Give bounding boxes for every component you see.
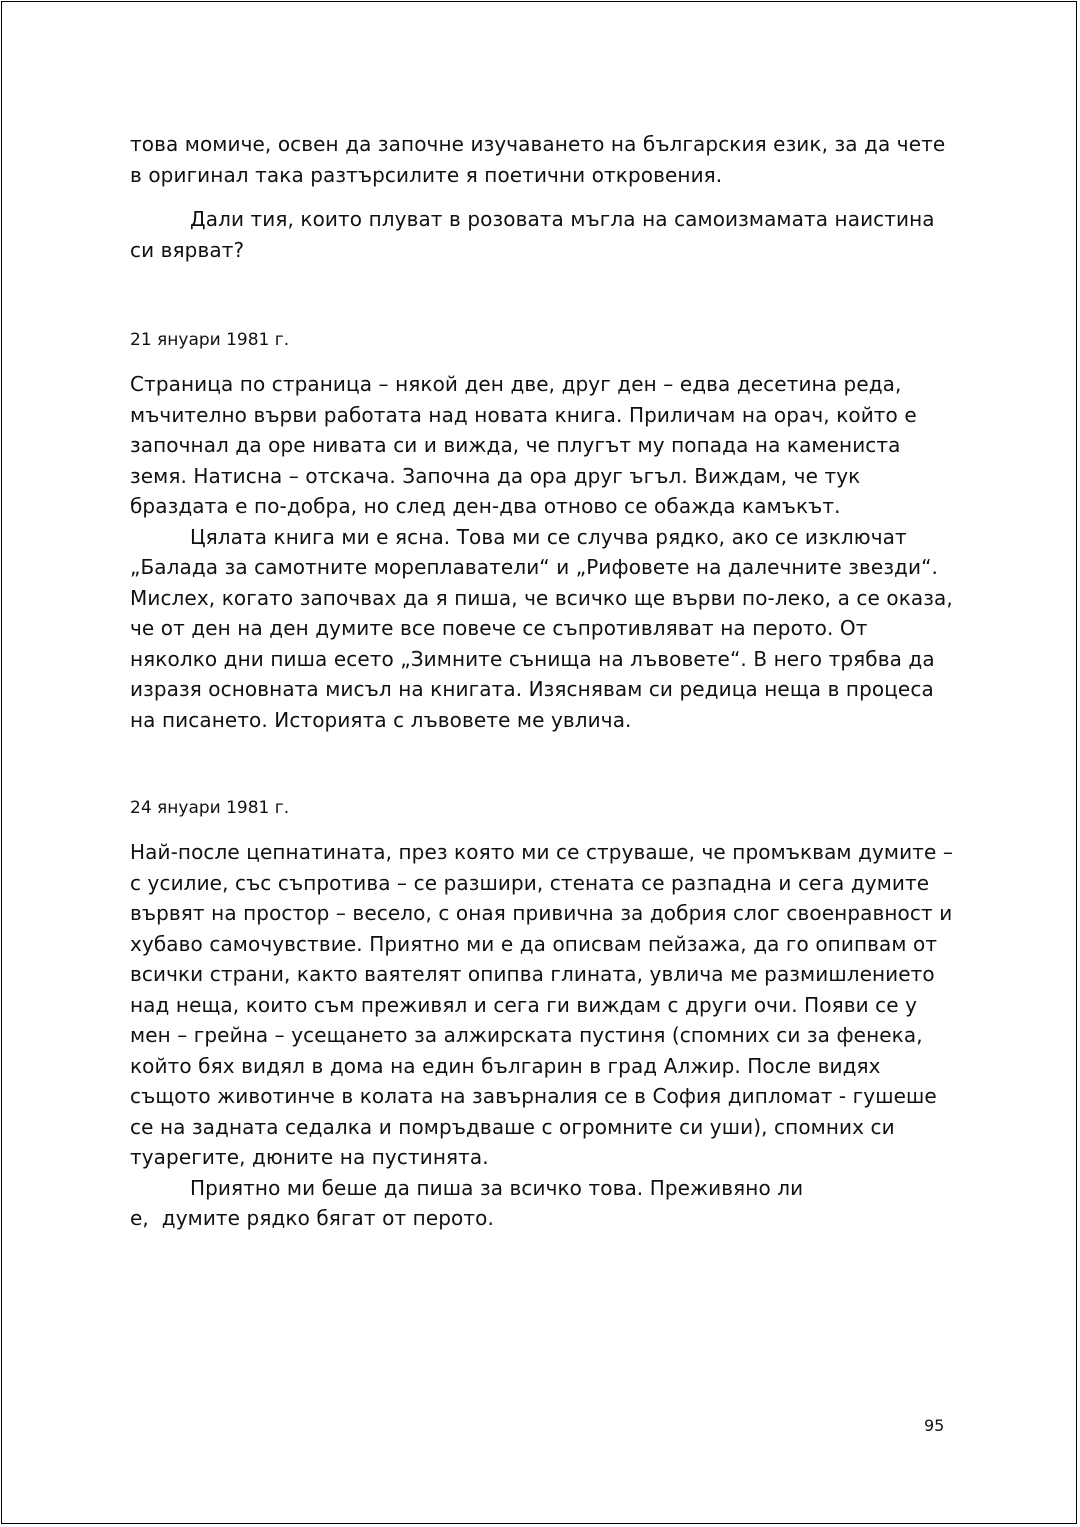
entry-2-paragraph-1: Най-после цепнатината, през която ми се струваше, че промъквам думите – с усилие, със съпротива – се разшири, стената се разпадна и сега думите вървят на простор – весело, с оная привична за добрия слог своенравност и хубаво самочувствие. Приятно ми е да описвам пейзажа, да го опипвам от всички страни, както ваятелят опипва глината, увлича ме размишлението над неща, които съм преживял и сега ги виждам с други очи. Появи се у мен – грейна – усещането за алжирската пустиня (спомних си за фенека, който бях видял в дома на един българин в град Алжир. После видях същото животинче в колата на завърналия се в София дипломат - гушеше се на задната седалка и помръдваше с огромните си уши), спомних си туарегите, дюните на пустинята. xyxy=(130,840,953,1169)
page-number: 95 xyxy=(924,1416,945,1435)
book-page xyxy=(1,1,1077,1524)
opening-paragraph-continued: това момиче, освен да започне изучаването на българския език, за да чете в оригинал така разтърсилите я поетични откровения. xyxy=(130,132,946,187)
entry-1-text xyxy=(130,369,958,735)
opening-paragraph-question: Дали тия, които плуват в розовата мъгла на самоизмамата наистина си вярват? xyxy=(130,207,935,262)
entry-2-paragraph-2-line-2: е, думите рядко бягат от перото. xyxy=(130,1206,494,1230)
entry-date-2: 24 януари 1981 г. xyxy=(130,798,290,818)
entry-2-text xyxy=(130,837,958,1234)
entry-1-paragraph-1: Страница по страница – някой ден две, друг ден – едва десетина реда, мъчително върви работата над новата книга. Приличам на орач, който е започнал да оре нивата си и вижда, че плугът му попада на камениста земя. Натисна – отскача. Започна да ора друг ъгъл. Виждам, че тук браздата е по-добра, но след ден-два отново се обажда камъкът. xyxy=(130,372,917,518)
entry-1-paragraph-2: Цялата книга ми е ясна. Това ми се случва рядко, ако се изключат „Балада за самотните мореплаватели“ и „Рифовете на далечните звезди“. Мислех, когато започвах да я пиша, че всичко ще върви по-леко, а се оказа, че от ден на ден думите все повече се съпротивляват на перото. От няколко дни пиша есето „Зимните сънища на лъвовете“. В него трябва да изразя основната мисъл на книгата. Изяснявам си редица неща в процеса на писането. Историята с лъвовете ме увлича. xyxy=(130,524,953,732)
entry-date-1: 21 януари 1981 г. xyxy=(130,330,290,350)
opening-text xyxy=(130,129,958,265)
entry-2-paragraph-2-line-1: Приятно ми беше да пиша за всичко това. Преживяно ли xyxy=(190,1175,804,1200)
